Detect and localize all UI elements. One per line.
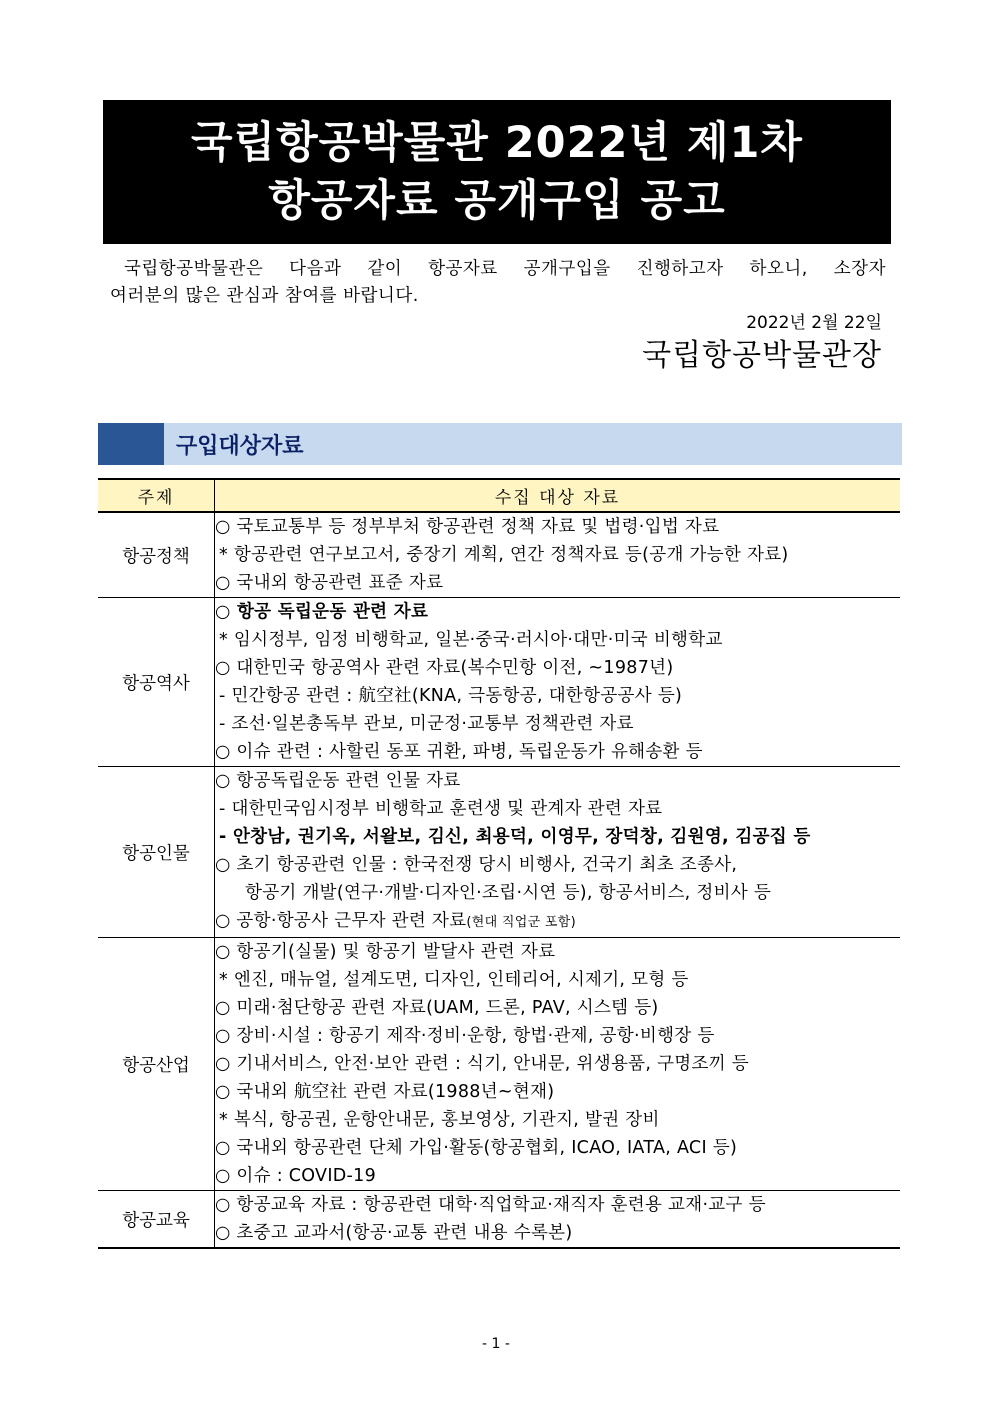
list-item: ○ 국토교통부 등 정부부처 항공관련 정책 자료 및 법령·입법 자료 [215,517,720,537]
list-item: - 민간항공 관련 : 航空社(KNA, 극동항공, 대한항공공사 등) [219,686,683,706]
list-item: ○ 이슈 관련 : 사할린 동포 귀환, 파병, 독립운동가 유해송환 등 [215,742,703,762]
intro-line-1: 국립항공박물관은 다음과 같이 항공자료 공개구입을 진행하고자 하오니, 소장자 [124,259,886,279]
list-item [215,907,900,937]
row-items-education [215,1191,901,1249]
list-item: * 엔진, 매뉴얼, 설계도면, 디자인, 인테리어, 시제기, 모형 등 [219,970,689,990]
list-item: - 대한민국임시정부 비행학교 훈련생 및 관계자 관련 자료 [219,799,663,819]
row-theme-education: 항공교육 [98,1191,215,1249]
table-header-row [98,479,900,512]
list-item: ○ 국내외 항공관련 표준 자료 [215,573,444,593]
list-item: ○ 항공기(실물) 및 항공기 발달사 관련 자료 [215,942,556,962]
list-item: - 안창남, 권기옥, 서왈보, 김신, 최용덕, 이영무, 장덕창, 김원영, 김공집 등 [219,827,811,847]
list-item: ○ 항공독립운동 관련 인물 자료 [215,771,461,791]
table-row [98,938,900,1191]
row-theme-policy: 항공정책 [98,512,215,598]
list-item: * 임시정부, 임정 비행학교, 일본·중국·러시아·대만·미국 비행학교 [219,630,723,650]
header-items: 수집 대상 자료 [215,479,901,512]
list-item: ○ 항공교육 자료 : 항공관련 대학·직업학교·재직자 훈련용 교재·교구 등 [215,1195,766,1215]
purchase-target-table [98,478,900,1249]
row-items-people [215,767,901,938]
list-item: - 조선·일본총독부 관보, 미군정·교통부 정책관련 자료 [219,714,634,734]
section-header [98,423,902,465]
row-theme-history: 항공역사 [98,598,215,767]
title-line-1: 국립항공박물관 2022년 제1차 [191,118,803,168]
title-banner [103,100,891,244]
row-theme-industry: 항공산업 [98,938,215,1191]
list-item: ○ 국내외 항공관련 단체 가입·활동(항공협회, ICAO, IATA, ACI 등) [215,1138,738,1158]
list-item: ○ 초중고 교과서(항공·교통 관련 내용 수록본) [215,1223,573,1243]
table-row [98,767,900,938]
row-items-industry [215,938,901,1191]
list-item-note: (현대 직업군 포함) [466,915,576,930]
table-row [98,512,900,598]
intro-paragraph [110,256,886,310]
list-item: * 복식, 항공권, 운항안내문, 홍보영상, 기관지, 발권 장비 [219,1110,660,1130]
issuer-name: 국립항공박물관장 [642,338,882,373]
list-item: ○ 대한민국 항공역사 관련 자료(복수민항 이전, ~1987년) [215,658,674,678]
list-item-text: ○ 공항·항공사 근무자 관련 자료 [215,911,467,931]
row-items-policy [215,512,901,598]
table-row [98,598,900,767]
list-item: ○ 장비·시설 : 항공기 제작·정비·운항, 항법·관제, 공항·비행장 등 [215,1026,715,1046]
list-item: ○ 미래·첨단항공 관련 자료(UAM, 드론, PAV, 시스템 등) [215,998,659,1018]
announcement-date: 2022년 2월 22일 [746,313,882,333]
list-item: * 항공관련 연구보고서, 중장기 계획, 연간 정책자료 등(공개 가능한 자료) [219,545,789,565]
list-item: ○ 국내외 航空社 관련 자료(1988년~현재) [215,1082,555,1102]
section-header-accent [98,423,164,465]
list-item: 항공기 개발(연구·개발·디자인·조립·시연 등), 항공서비스, 정비사 등 [245,883,772,903]
list-item: ○ 초기 항공관련 인물 : 한국전쟁 당시 비행사, 건국기 최초 조종사, [215,855,738,875]
list-item: ○ 이슈 : COVID-19 [215,1166,377,1186]
list-item: ○ 항공 독립운동 관련 자료 [215,602,429,622]
table-row [98,1191,900,1249]
list-item: ○ 기내서비스, 안전·보안 관련 : 식기, 안내문, 위생용품, 구명조끼 등 [215,1054,749,1074]
row-theme-people: 항공인물 [98,767,215,938]
intro-line-2: 여러분의 많은 관심과 참여를 바랍니다. [110,286,419,306]
page-number: - 1 - [482,1336,510,1352]
row-items-history [215,598,901,767]
header-theme: 주제 [98,479,215,512]
title-line-2: 항공자료 공개구입 공고 [268,176,726,226]
section-title: 구입대상자료 [176,433,304,459]
